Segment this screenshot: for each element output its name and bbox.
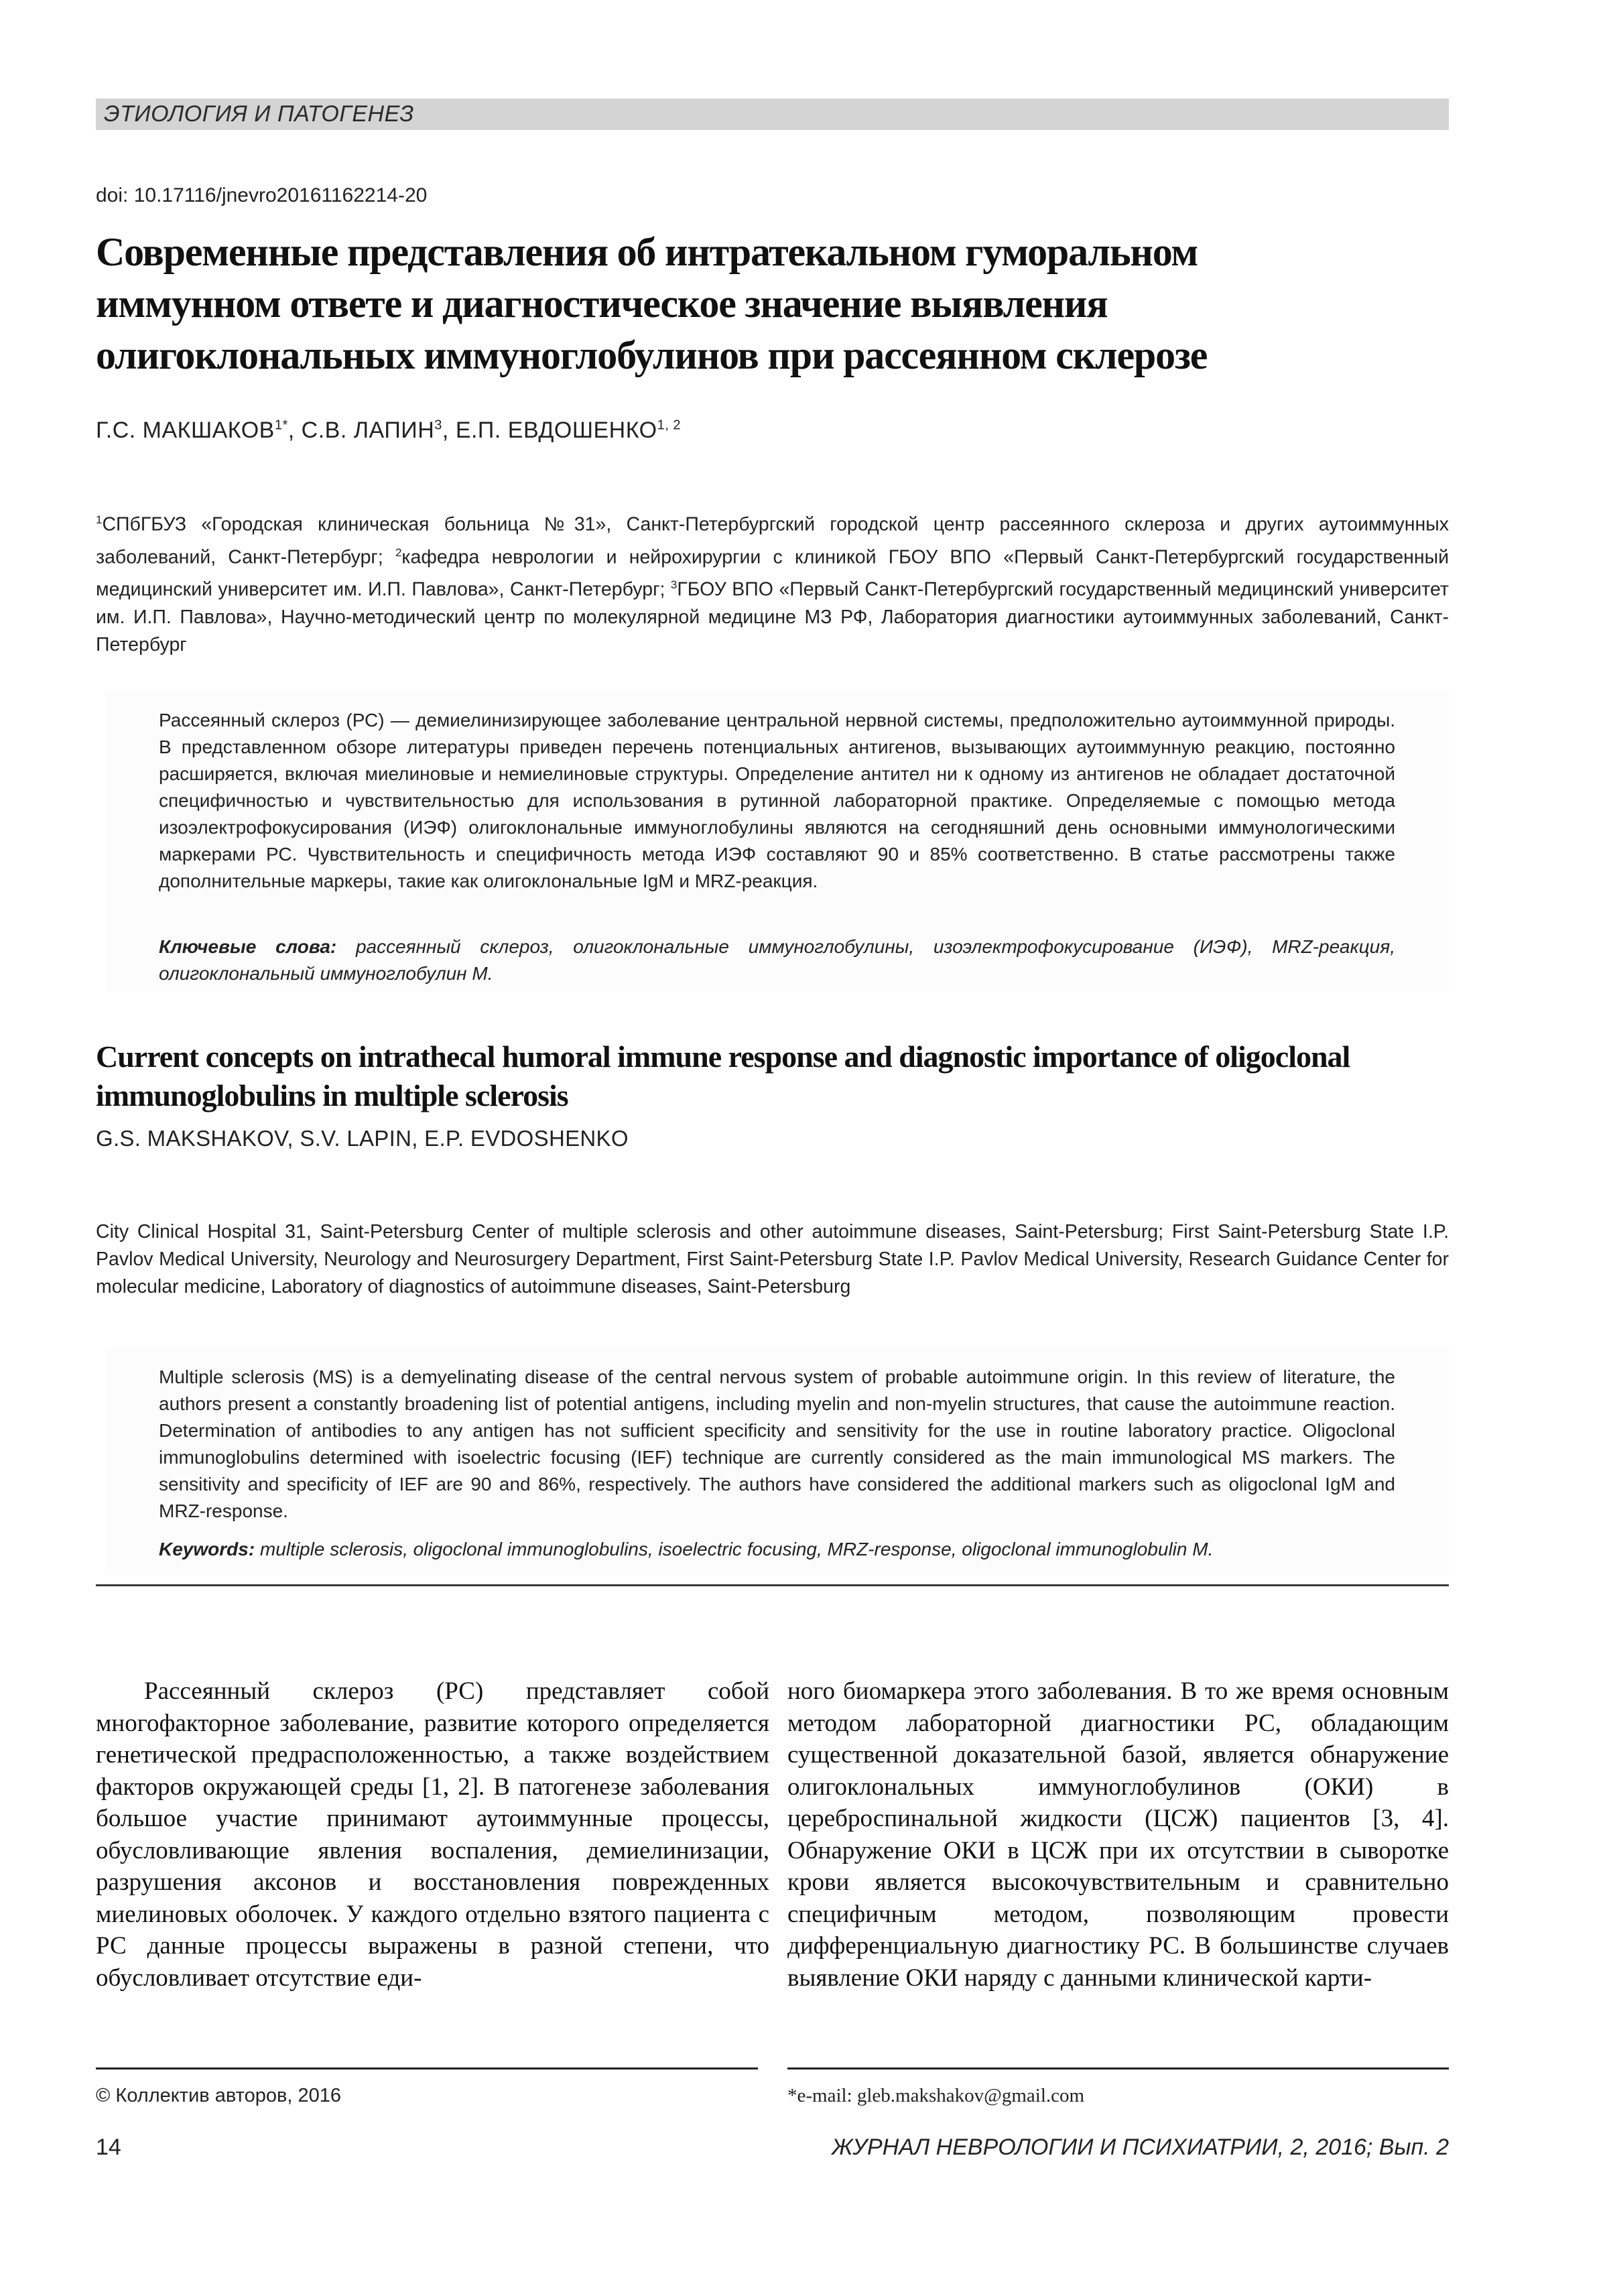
abstract-ru: Рассеянный склероз (РС) — демиелинизирующее заболевание центральной нервной системы, предположительно аутоиммунной природы. В представленном обзоре литературы приведен перечень потенциальных антигенов, вызывающих аутоиммунную реакцию, постоянно расширяется, включая миелиновые и немиелиновые структуры. Определение антител ни к одному из антигенов не обладает достаточной специфичностью и чувствительностью для использования в рутинной лабораторной практике. Определяемые с помощью метода изоэлектрофокусирования (ИЭФ) олигоклональные иммуноглобулины являются на сегодняшний день основными иммунологическими маркерами РС. Чувствительность и специфичность метода ИЭФ составляют 90 и 85% соответственно. В статье рассмотрены также дополнительные маркеры, такие как олигоклональные IgM и MRZ-реакция.: [159, 710, 1395, 891]
body-paragraph: ного биомаркера этого заболевания. В то же время основным методом лабораторной диагностики РС, обладающим существенной доказательной базой, является обнаружение олигоклональных иммуноглобулинов (ОКИ) в цереброспинальной жидкости (ЦСЖ) пациентов [3, 4]. Обнаружение ОКИ в ЦСЖ при их отсутствии в сыворотке крови является высокочувствительным и сравнительно специфичным методом, позволяющим провести дифференциальную диагностику РС. В большинстве случаев выявление ОКИ наряду с данными клинической карти-: [787, 1677, 1449, 1992]
affiliation-text: СПбГБУЗ «Городская клиническая больница №31», Санкт-Петербургский городской центр рассеянного склероза и других аутоиммунных заболеваний, Санкт-Петербург;: [96, 513, 1449, 568]
doi-link[interactable]: doi: 10.17116/jnevro20161162214-20: [96, 184, 428, 206]
author-affiliation-mark: 1, 2: [657, 418, 681, 433]
author-affiliation-mark: 1*: [274, 418, 288, 433]
body-paragraph: Рассеянный склероз (РС) представляет собой многофакторное заболевание, развитие которого определяется генетической предрасположенностью, а также воздействием факторов окружающей среды [1, 2]. В патогенезе заболевания большое участие принимают аутоиммунные процессы, обусловливающие явления воспаления, демиелинизации, разрушения аксонов и восстановления поврежденных миелиновых оболочек. У каждого отдельно взятого пациента с РС данные процессы выражены в разной степени, что обусловливает отсутствие еди-: [96, 1677, 769, 1992]
body-column-left: [96, 1675, 769, 1994]
authors-ru: Г.С. $МАКШАКОВ^{1*}$, С.В. ЛАПИН$^3$, Е.П. ЕВДОШЕНКО$^{1, 2}$: [96, 418, 681, 443]
affiliation-mark: 1: [96, 513, 103, 526]
affiliation-mark: 2: [395, 546, 402, 559]
author-name: Г.С. МАКШАКОВ: [96, 418, 275, 443]
affiliations-ru: [96, 506, 1449, 659]
abstract-en: Multiple sclerosis (MS) is a demyelinating disease of the central nervous system of probable autoimmune origin. In this review of literature, the authors present a constantly broadening list of potential antigens, including myelin and non-myelin structures, that cause the autoimmune reaction. Determination of antibodies to any antigen has not sufficient specificity and sensitivity for the use in routine laboratory practice. Oligoclonal immunoglobulins determined with isoelectric focusing (IEF) technique are currently considered as the main immunological MS markers. The sensitivity and specificity of IEF are 90 and 86%, respectively. The authors have considered the additional markers such as oligoclonal IgM and MRZ-response.: [159, 1366, 1395, 1521]
page-number: 14: [96, 2134, 121, 2160]
body-column-right: [787, 1675, 1449, 1994]
footnote-divider-right: [787, 2067, 1449, 2069]
keywords-label: Ключевые слова:: [159, 936, 337, 957]
affiliation-text: ГБОУ ВПО «Первый Санкт-Петербургский государственный медицинский университет им. И.П. Павлова», Научно-методический центр по молекулярной медицине МЗ РФ, Лаборатория диагностики аутоиммунных заболеваний, Санкт-Петербург: [96, 578, 1449, 655]
copyright-note: © Коллектив авторов, 2016: [96, 2085, 342, 2106]
article-title-en: Current concepts on intrathecal humoral immune response and diagnostic importance of oligoclonal immunoglobulins in multiple sclerosis: [96, 1039, 1350, 1112]
authors-en: G.S. MAKSHAKOV, S.V. LAPIN, E.P. EVDOSHENKO: [96, 1126, 629, 1151]
keywords-ru: [159, 934, 1395, 987]
keywords-text: рассеянный склероз, олигоклональные иммуноглобулины, изоэлектрофокусирование (ИЭФ), MRZ-реакция, олигоклональный иммуноглобулин М.: [159, 936, 1395, 984]
article-title-ru: Современные представления об интратекальном гуморальном иммунном ответе и диагностическое значение выявления олигоклональных иммуноглобулинов при рассеянном склерозе: [96, 230, 1208, 377]
keywords-label: Keywords:: [159, 1539, 255, 1559]
footnote-divider-left: [96, 2067, 758, 2069]
author-affiliation-mark: 3: [434, 418, 442, 433]
author-name: С.В. ЛАПИН: [301, 418, 435, 443]
section-divider: [96, 1584, 1449, 1586]
affiliation-mark: 3: [670, 578, 678, 591]
keywords-en: [159, 1536, 1395, 1563]
keywords-text: multiple sclerosis, oligoclonal immunoglobulins, isoelectric focusing, MRZ-response, oligoclonal immunoglobulin M.: [255, 1539, 1214, 1559]
affiliations-en: City Clinical Hospital 31, Saint-Petersburg Center of multiple sclerosis and other autoimmune diseases, Saint-Petersburg; First Saint-Petersburg State I.P. Pavlov Medical University, Neurology and Neurosurgery Department, First Saint-Petersburg State I.P. Pavlov Medical University, Research Guidance Center for molecular medicine, Laboratory of diagnostics of autoimmune diseases, Saint-Petersburg: [96, 1221, 1449, 1297]
section-header-bar: [96, 99, 1449, 130]
author-name: Е.П. ЕВДОШЕНКО: [455, 418, 657, 443]
journal-reference: ЖУРНАЛ НЕВРОЛОГИИ И ПСИХИАТРИИ, 2, 2016; Вып. 2: [832, 2134, 1449, 2160]
author-email-link[interactable]: *e-mail: gleb.makshakov@gmail.com: [787, 2085, 1085, 2106]
section-title: ЭТИОЛОГИЯ И ПАТОГЕНЕЗ: [104, 101, 414, 127]
affiliation-text: кафедра неврологии и нейрохирургии с клиникой ГБОУ ВПО «Первый Санкт-Петербургский государственный медицинский университет им. И.П. Павлова», Санкт-Петербург;: [96, 546, 1450, 600]
